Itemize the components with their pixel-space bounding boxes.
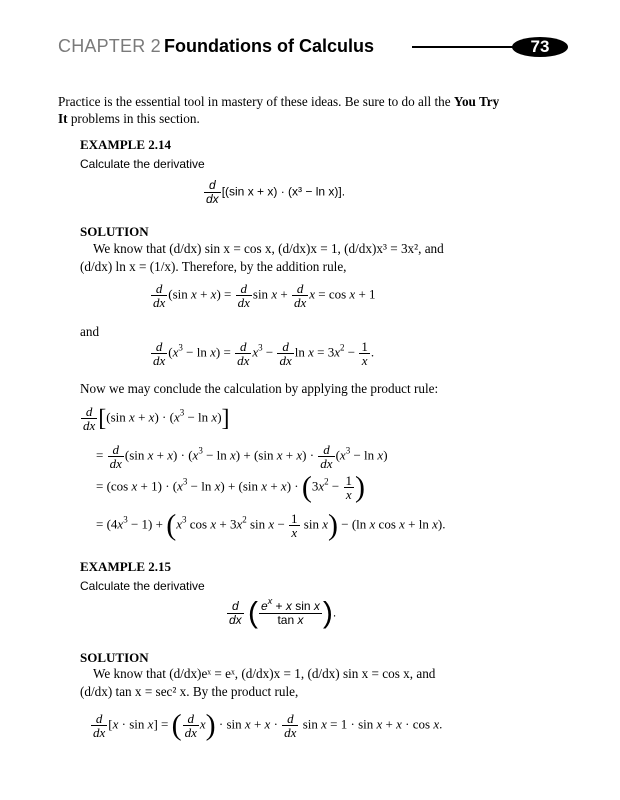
equation-product-rule: $\frac{d}{dx}$ [x · sin x] = ( $\frac{d}{dx}$ x) · sin x + x · $\frac{d}{dx}$ sin x = 1 · sin x + x · cos x.: [93, 708, 443, 742]
equation-second-term: $\frac{d}{dx}$ $(x^3 - \ln x)$ = $\frac{d}{dx}$ $x^3$ − $\frac{d}{dx}$ $\ln x = 3x^2$ − $\frac{1}{x}$ .: [153, 339, 375, 368]
example-2-15-solution-line-1: We know that (d/dx)eˣ = eˣ, (d/dx)x = 1, (d/dx) sin x = cos x, and: [93, 666, 436, 681]
chapter-label: CHAPTER 2: [58, 36, 161, 56]
example-2-14-heading: EXAMPLE 2.14: [80, 137, 171, 152]
equation-addition-rule: $\frac{d}{dx}$ (sin x + x) = $\frac{d}{dx}$ sin x + $\frac{d}{dx}$ x = cos x + 1: [153, 281, 376, 310]
you-try-it-label: You Try It: [58, 94, 500, 126]
and-label: and: [80, 324, 100, 339]
chapter-title: Foundations of Calculus: [164, 36, 374, 56]
intro-paragraph: [58, 93, 508, 127]
derivation-line-1: $\frac{d}{dx}$ [(sin $x + x) \cdot (x^3 - \ln x)$]: [83, 404, 230, 433]
example-2-14-solution-line-1: We know that (d/dx) sin x = cos x, (d/dx)x = 1, (d/dx)x³ = 3x², and: [93, 241, 444, 256]
example-2-14-solution-heading: SOLUTION: [80, 224, 149, 239]
page-number: 73: [512, 37, 568, 57]
example-2-15-expression: $\frac{d}{dx}$ ( $\frac{e^x + x \sin x}{\text{tan x}}$ ).: [229, 596, 337, 630]
example-2-15-heading: EXAMPLE 2.15: [80, 559, 171, 574]
intro-text-2: problems in this section.: [67, 111, 200, 126]
example-2-14-expression-body: [(sin x + x) · (x³ − ln x)].: [221, 184, 346, 199]
example-2-14-solution-line-2: (d/dx) ln x = (1/x). Therefore, by the addition rule,: [80, 259, 347, 274]
derivation-line-2: = $\frac{d}{dx}$ (sin $x + x) \cdot (x^3 - \ln x) + (\sin$ x + x) · $\frac{d}{dx}$ $(x^3 - \ln x)$: [96, 442, 388, 471]
example-2-15-solution-line-2: (d/dx) tan x = sec² x. By the product rule,: [80, 684, 299, 699]
page-header: [58, 36, 568, 60]
example-2-14-expression: $\frac{d}{dx}$ [(sin x + x) · (x³ − ln x)].: [206, 178, 346, 206]
derivation-line-4: = $(4x^3 - 1) + (x^3$ $\cos x + 3x^2$ sin x − $\frac{1}{x}$ sin x) − (ln x cos x + ln x).: [96, 508, 446, 542]
example-2-15-solution-heading: SOLUTION: [80, 650, 149, 665]
conclude-text: Now we may conclude the calculation by applying the product rule:: [80, 381, 439, 396]
example-2-14-prompt: Calculate the derivative: [80, 157, 205, 171]
example-2-15-prompt: Calculate the derivative: [80, 579, 205, 593]
intro-text-1: Practice is the essential tool in mastery of these ideas. Be sure to do all the: [58, 94, 454, 109]
derivation-line-3: = (cos $x + 1) \cdot (x^3 - \ln x) + (\sin$ $x + x) \cdot (3x^2$ − $\frac{1}{x}$ ): [96, 470, 365, 504]
